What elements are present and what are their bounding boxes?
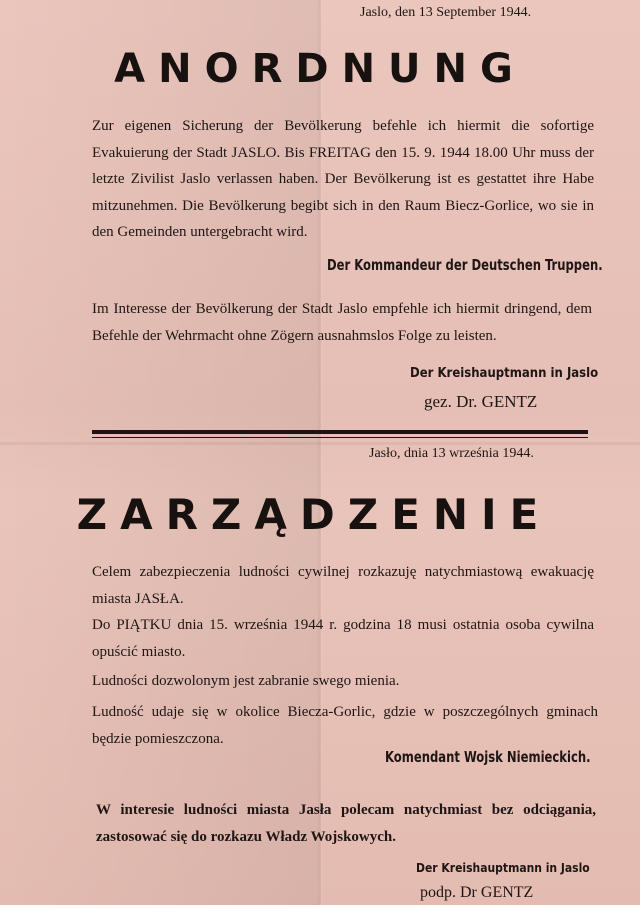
polish-military-signature: Komendant Wojsk Niemieckich. (385, 748, 591, 766)
german-order-text: Zur eigenen Sicherung der Bevölkerung befehle ich hiermit die sofortige Evakuierung der Stadt JASLO. Bis FREITAG den 15. 9. 1944 18.00 Uhr muss der letzte Zivilist Jaslo verlassen haben. Der Bevölkerung ist es gestattet ihre Habe mitzunehmen. Die Bevölkerung begibt sich in den Raum Biecz-Gorlice, wo sie in den Gemeinden untergebracht wird. (92, 118, 594, 240)
polish-paragraph-4: Ludność udaje się w okolice Biecza-Gorlic, gdzie w poszczególnych gminach będzie pomieszczona. (92, 704, 598, 747)
german-office-signature: Der Kreishauptmann in Jaslo (410, 366, 599, 381)
german-name-signature: gez. Dr. GENTZ (424, 392, 538, 411)
polish-paragraph-1: Celem zabezpieczenia ludności cywilnej rozkazuję natychmiastową ewakuację miasta JASŁA. (92, 564, 594, 607)
polish-dateline: Jasło, dnia 13 września 1944. (369, 446, 534, 461)
paper-fold-horizontal (0, 442, 640, 445)
polish-appeal-text: W interesie ludności miasta Jasła polecam natychmiast bez odciągania, zastosować się do rozkazu Władz Wojskowych. (96, 802, 596, 845)
polish-title: ZARZĄDZENIE (76, 490, 552, 539)
polish-office-signature: Der Kreishauptmann in Jaslo (416, 861, 590, 875)
section-divider (92, 430, 588, 438)
german-military-signature: Der Kommandeur der Deutschen Truppen. (327, 256, 603, 274)
german-appeal-text: Im Interesse der Bevölkerung der Stadt Jaslo empfehle ich hiermit dringend, dem Befehle der Wehrmacht ohne Zögern ausnahmslos Folge zu leisten. (92, 301, 592, 344)
german-dateline: Jaslo, den 13 September 1944. (360, 5, 532, 20)
polish-paragraph-2: Do PIĄTKU dnia 15. września 1944 r. godzina 18 musi ostatnia osoba cywilna opuścić miasto. (92, 617, 594, 660)
polish-name-signature: podp. Dr GENTZ (420, 884, 534, 901)
german-title: ANORDNUNG (114, 46, 526, 92)
polish-paragraph-3: Ludności dozwolonym jest zabranie swego mienia. (92, 673, 400, 689)
